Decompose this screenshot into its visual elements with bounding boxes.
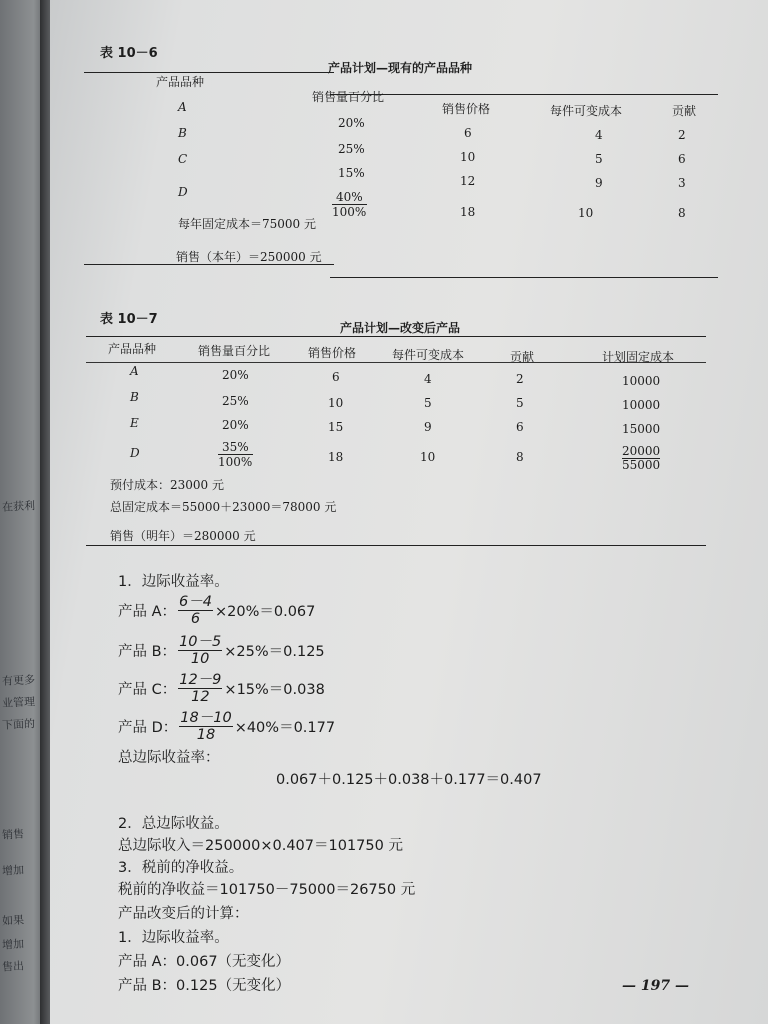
left-page-fragment: 增加 [1, 937, 25, 952]
table-cell: 6 [464, 126, 472, 140]
column-header: 每件可变成本 [550, 104, 623, 118]
table-cell: 18 [460, 205, 476, 219]
table-cell: 4 [424, 372, 432, 386]
column-header: 产品品种 [108, 342, 157, 356]
equation-label: 产品 C： [118, 682, 177, 698]
equation-line [118, 710, 335, 743]
left-page-fragment: 在获利 [1, 499, 36, 514]
table-cell: E [130, 416, 139, 430]
table-cell: 8 [678, 206, 686, 220]
table-cell: A [178, 100, 187, 114]
numerator: 18－10 [180, 710, 232, 726]
left-page-fragment: 销售 [1, 827, 25, 842]
table-cell: 15000 [622, 422, 661, 436]
table-cell: 25% [338, 142, 365, 156]
section-heading: 1．边际收益率。 [118, 930, 229, 946]
table-cell: B [178, 126, 187, 140]
table-cell: D [130, 446, 140, 460]
table-cell: C [178, 152, 188, 166]
numerator: 12－9 [179, 672, 222, 688]
table-cell: 15% [338, 166, 365, 180]
table-cell: 20% [222, 418, 249, 432]
total-rate-equation: 0.067＋0.125＋0.038＋0.177＝0.407 [276, 772, 542, 788]
table-cell: 5 [516, 396, 524, 410]
table-cell: 6 [332, 370, 340, 384]
table-cell: 8 [516, 450, 524, 464]
table-header-rule [330, 94, 718, 95]
table-cell: 10000 [622, 398, 661, 412]
fixed-cost-note: 每年固定成本＝75000 元 [178, 217, 316, 231]
table-cell: D [178, 185, 188, 199]
denominator: 18 [196, 727, 216, 743]
table-cell: 5 [424, 396, 432, 410]
table-cell: 2 [678, 128, 686, 142]
table-title: 产品计划—现有的产品品种 [328, 61, 473, 75]
denominator: 12 [191, 689, 210, 705]
table-total: 55000 [622, 458, 661, 472]
table-cell: 25% [222, 394, 249, 408]
fraction [178, 672, 222, 705]
table-bottom-rule [84, 264, 334, 265]
table-cell: B [130, 390, 139, 404]
sales-note: 销售（明年）＝280000 元 [110, 529, 256, 543]
table-total: 100% [218, 455, 253, 469]
equation-label: 产品 D： [118, 720, 178, 736]
denominator: 10 [190, 651, 210, 667]
section-heading: 3．税前的净收益。 [118, 860, 244, 876]
fraction [178, 634, 222, 667]
table-header-rule [86, 362, 706, 363]
table-cell: 20% [222, 368, 249, 382]
equation-line [118, 594, 315, 627]
fraction [179, 710, 232, 743]
table-label: 表 10－6 [100, 46, 158, 61]
table-cell: 10 [420, 450, 436, 464]
page-number: — 197 — [622, 978, 689, 994]
table-cell: 20% [338, 116, 365, 130]
left-page-fragment: 增加 [1, 863, 25, 878]
column-header: 贡献 [672, 104, 697, 118]
table-cell: 9 [595, 176, 603, 190]
left-page-fragment: 有更多 [1, 673, 36, 688]
total-fixed-note: 总固定成本＝55000＋23000＝78000 元 [110, 500, 337, 514]
equation-label: 产品 B： [118, 644, 177, 660]
table-cell: 35% [218, 440, 253, 455]
table-top-rule [86, 336, 706, 337]
table-cell: 3 [678, 176, 686, 190]
column-header: 每件可变成本 [392, 348, 465, 362]
table-top-rule [84, 72, 334, 73]
table-cell: 12 [460, 174, 476, 188]
body-line: 总边际收入＝250000×0.407＝101750 元 [118, 838, 403, 854]
numerator: 6－4 [179, 594, 212, 610]
table-cell: 4 [595, 128, 603, 142]
table-cell: 6 [516, 420, 524, 434]
table-cell: 9 [424, 420, 432, 434]
equation-result: ×25%＝0.125 [224, 644, 325, 660]
left-page-fragment: 售出 [1, 959, 25, 974]
equation-result: ×40%＝0.177 [234, 720, 336, 736]
body-line: 产品 B：0.125（无变化） [118, 978, 291, 994]
fraction [178, 594, 213, 627]
table-cell: 2 [516, 372, 524, 386]
column-header: 销售价格 [442, 102, 491, 116]
column-header: 产品品种 [156, 75, 205, 89]
left-page-fragment: 业管理 [1, 695, 36, 710]
column-header: 销售量百分比 [198, 344, 271, 358]
table-cell: A [130, 364, 139, 378]
column-header: 贡献 [510, 350, 535, 364]
table-cell: 20000 [622, 444, 661, 458]
sales-note: 销售（本年）＝250000 元 [176, 250, 322, 264]
table-title: 产品计划—改变后产品 [340, 321, 461, 335]
body-line: 产品 A：0.067（无变化） [118, 954, 291, 970]
table-cell: 10 [328, 396, 344, 410]
table-cell: 10 [578, 206, 594, 220]
table-cell: 15 [328, 420, 344, 434]
section-heading: 2．总边际收益。 [118, 816, 229, 832]
column-header: 计划固定成本 [602, 350, 675, 364]
left-page-fragment: 如果 [1, 913, 25, 928]
column-header: 销售价格 [308, 346, 357, 360]
body-line: 产品改变后的计算： [118, 906, 249, 922]
prepaid-cost-note: 预付成本：23000 元 [110, 478, 224, 492]
equation-line [118, 634, 325, 667]
total-rate-label: 总边际收益率： [118, 750, 220, 766]
table-cell: 6 [678, 152, 686, 166]
equation-line [118, 672, 325, 705]
equation-label: 产品 A： [118, 604, 177, 620]
table-cell: 18 [328, 450, 344, 464]
denominator: 6 [190, 611, 201, 627]
numerator: 10－5 [179, 634, 222, 650]
left-page-fragment: 下面的 [1, 717, 36, 732]
section-heading: 1．边际收益率。 [118, 574, 229, 590]
book-page [50, 0, 768, 1024]
table-cell: 10 [460, 150, 476, 164]
table-cell: 5 [595, 152, 603, 166]
equation-result: ×20%＝0.067 [214, 604, 316, 620]
body-line: 税前的净收益＝101750－75000＝26750 元 [118, 882, 416, 898]
table-bottom-rule [330, 277, 718, 278]
table-bottom-rule [86, 545, 706, 546]
table-cell: 10000 [622, 374, 661, 388]
table-total: 100% [332, 205, 367, 219]
table-cell: 40% [332, 190, 367, 205]
table-label: 表 10－7 [100, 312, 158, 327]
equation-result: ×15%＝0.038 [224, 682, 325, 698]
column-header: 销售量百分比 [312, 90, 385, 104]
